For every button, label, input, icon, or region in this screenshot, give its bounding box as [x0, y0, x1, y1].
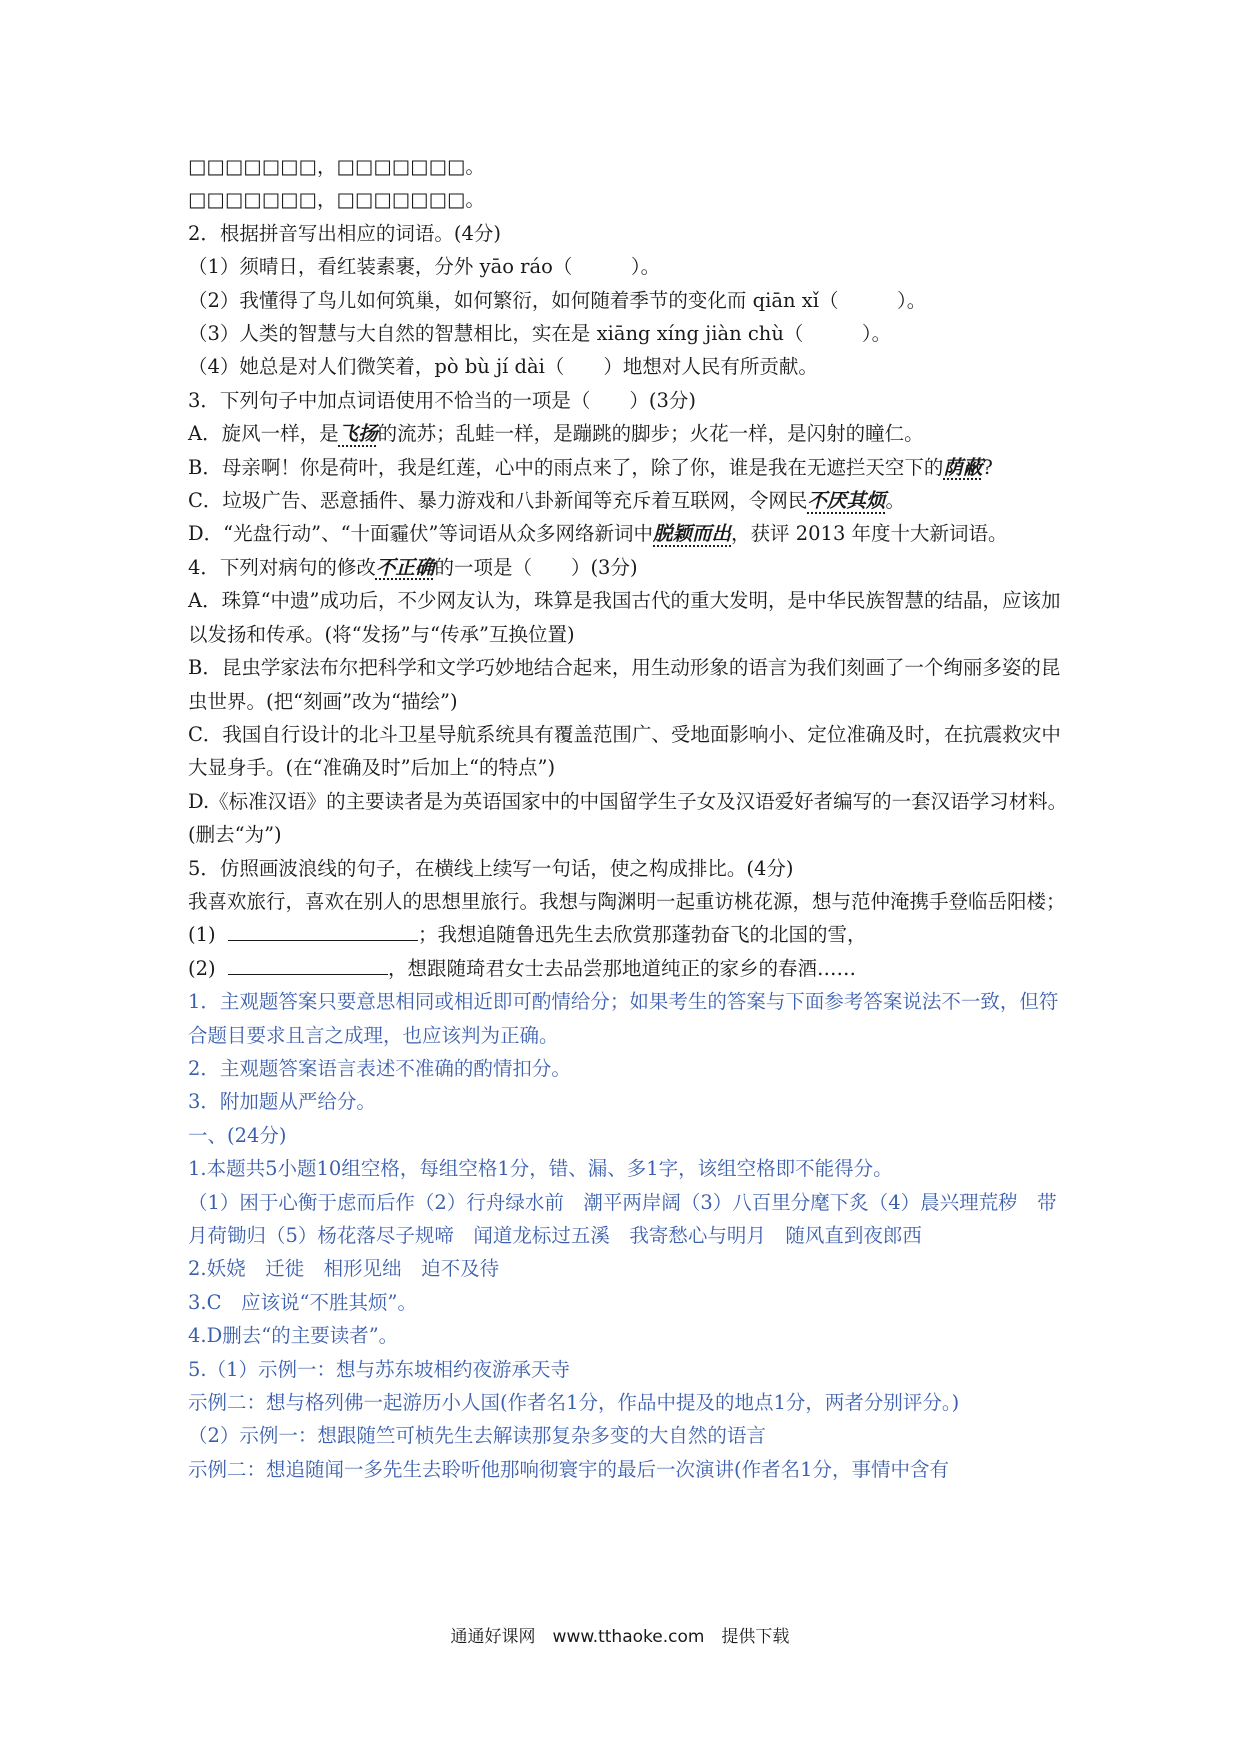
q4-option-b: B．昆虫学家法布尔把科学和文学巧妙地结合起来，用生动形象的语言为我们刻画了一个绚丽多姿的昆虫世界。(把“刻画”改为“描绘”): [188, 656, 1061, 713]
scoring-rule-3: 3．附加题从严给分。: [188, 1090, 376, 1114]
answer-2: 2.妖娆 迁徙 相形见绌 迫不及待: [188, 1257, 500, 1281]
q4-option-a: A．珠算“中遗”成功后，不少网友认为，珠算是我国古代的重大发明，是中华民族智慧的结晶，应该加以发扬和传承。(将“发扬”与“传承”互换位置): [188, 589, 1061, 646]
q5-text-3: (2): [188, 956, 216, 980]
answer-5-line-4: 示例二：想追随闻一多先生去聆听他那响彻寰宇的最后一次演讲(作者名1分，事情中含有: [188, 1457, 950, 1481]
q3-option-a: [188, 417, 1068, 450]
q2-item-3: （3）人类的智慧与大自然的智慧相比，实在是 xiāng xíng jiàn chù（ ）。: [188, 322, 892, 346]
answer-4: 4.D删去“的主要读者”。: [188, 1324, 399, 1348]
q3-d-text: D．“光盘行动”、“十面霾伏”等词语从众多网络新词中: [188, 522, 654, 546]
q3-d-dotted-word: 脱颖而出: [653, 522, 732, 546]
q3-d-text-end: ，获评 2013 年度十大新词语。: [731, 522, 1008, 546]
q5-blank-2: [228, 952, 388, 975]
q3-a-text: A．旋风一样，是: [188, 422, 339, 446]
q4-stem: [188, 551, 1068, 584]
q3-c-dotted-word: 不厌其烦: [807, 489, 886, 513]
q3-option-d: [188, 517, 1068, 550]
poem-line-1: □□□□□□□，□□□□□□□。: [188, 155, 485, 178]
q3-b-text: B．母亲啊！你是荷叶，我是红莲，心中的雨点来了，除了你，谁是我在无遮拦天空下的: [188, 455, 944, 479]
answer-1: 1.本题共5小题10组空格，每组空格1分，错、漏、多1字，该组空格即不能得分。: [188, 1157, 893, 1181]
answer-5-line-2: 示例二：想与格列佛一起游历小人国(作者名1分，作品中提及的地点1分，两者分别评分。): [188, 1391, 960, 1415]
q3-b-text-end: ?: [982, 455, 993, 479]
q3-option-c: [188, 484, 1068, 517]
q4-stem-text: 4．下列对病句的修改: [188, 555, 376, 579]
q2-stem: 2．根据拼音写出相应的词语。(4分): [188, 221, 502, 245]
q3-a-dotted-word: 飞扬: [338, 422, 378, 446]
scoring-rule-2: 2．主观题答案语言表述不准确的酌情扣分。: [188, 1056, 571, 1080]
answer-1-detail: （1）困于心衡于虑而后作（2）行舟绿水前 潮平两岸阔（3）八百里分麾下炙（4）晨兴理荒秽 带月荷锄归（5）杨花落尽子规啼 闻道龙标过五溪 我寄愁心与明月 随风直到夜郎西: [188, 1190, 1057, 1247]
q4-stem-end: 的一项是（ ）(3分): [434, 555, 638, 579]
document-body: [188, 150, 1068, 1486]
q4-option-c: C．我国自行设计的北斗卫星导航系统具有覆盖范围广、受地面影响小、定位准确及时，在抗震救灾中大显身手。(在“准确及时”后加上“的特点”): [188, 722, 1061, 780]
q5-stem: 5．仿照画波浪线的句子，在横线上续写一句话，使之构成排比。(4分): [188, 856, 794, 880]
q2-item-2: （2）我懂得了鸟儿如何筑巢，如何繁衍，如何随着季节的变化而 qiān xǐ（ ）。: [188, 288, 927, 312]
question-3: [188, 384, 1068, 551]
answer-3: 3.C 应该说“不胜其烦”。: [188, 1290, 417, 1314]
answer-section-heading: 一、(24分): [188, 1123, 287, 1147]
q3-c-text-end: 。: [885, 489, 905, 513]
question-5: [188, 852, 1068, 986]
q5-text-1: 我喜欢旅行，喜欢在别人的思想里旅行。我想与陶渊明一起重访桃花源，想与范仲淹携手登临岳阳楼；(1): [188, 889, 1066, 947]
poem-line-2: □□□□□□□，□□□□□□□。: [188, 188, 485, 212]
q5-text-4: ，想跟随琦君女士去品尝那地道纯正的家乡的春酒……: [388, 956, 857, 980]
scoring-rule-1: 1．主观题答案只要意思相同或相近即可酌情给分；如果考生的答案与下面参考答案说法不一致，但符合题目要求且言之成理，也应该判为正确。: [188, 990, 1059, 1047]
q3-c-text: C．垃圾广告、恶意插件、暴力游戏和八卦新闻等充斥着互联网，令网民: [188, 489, 808, 513]
q3-option-b: [188, 451, 1068, 484]
q3-a-text-end: 的流苏；乱蛙一样，是蹦跳的脚步；火花一样，是闪射的瞳仁。: [377, 422, 924, 446]
q5-text-2: ；我想追随鲁迅先生去欣赏那蓬勃奋飞的北国的雪，: [418, 923, 867, 947]
q3-stem: 3．下列句子中加点词语使用不恰当的一项是（ ）(3分): [188, 388, 697, 412]
answer-5-line-3: （2）示例一：想跟随竺可桢先生去解读那复杂多变的大自然的语言: [188, 1424, 766, 1448]
question-4: [188, 551, 1068, 852]
q5-passage: [188, 885, 1068, 985]
page-footer: 通通好课网 www.tthaoke.com 提供下载: [450, 1627, 790, 1647]
q2-item-1: （1）须晴日，看红装素裹，分外 yāo ráo（ ）。: [188, 255, 661, 279]
q3-b-dotted-word: 荫蔽: [943, 455, 983, 479]
q2-item-4: （4）她总是对人们微笑着，pò bù jí dài（ ）地想对人民有所贡献。: [188, 355, 818, 379]
q5-blank-1: [228, 918, 418, 941]
q4-dotted-word: 不正确: [375, 555, 435, 579]
answer-key: [188, 985, 1068, 1486]
question-2: [188, 217, 1068, 384]
q4-option-d: D.《标准汉语》的主要读者是为英语国家中的中国留学生子女及汉语爱好者编写的一套汉语学习材料。(删去“为”): [188, 789, 1068, 847]
answer-5-line-1: 5.（1）示例一：想与苏东坡相约夜游承天寺: [188, 1357, 571, 1381]
